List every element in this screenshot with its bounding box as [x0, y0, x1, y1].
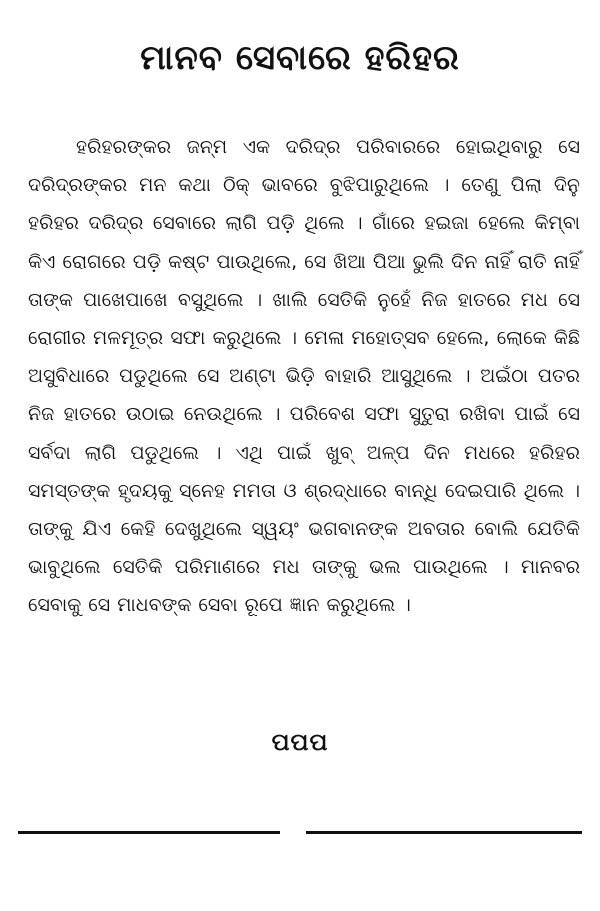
body-paragraph: ହରିହରଙ୍କର ଜନ୍ମ ଏକ ଦରିଦ୍ର ପରିବାରରେ ହୋଇଥିବାରୁ ସେ ଦରିଦ୍ରଙ୍କର ମନ କଥା ଠିକ୍ ଭାବରେ ବୁଝିପାରୁଥିଲେ । ତେଣୁ ପିଲା ଦିନୁ ହରିହର ଦରିଦ୍ର ସେବାରେ ଲାଗି ପଡ଼ି ଥିଲେ । ଗାଁରେ ହଇଜା ହେଲେ କିମ୍ବା କିଏ ରୋଗରେ ପଡ଼ି କଷ୍ଟ ପାଉଥିଲେ, ସେ ଖିଆ ପିଆ ଭୁଲି ଦିନ ନାହିଁ ରାତି ନାହିଁ ତାଙ୍କ ପାଖେପାଖେ ବସୁଥିଲେ । ଖାଲି ସେତିକି ନୁହେଁ ନିଜ ହାତରେ ମଧ ସେ ରୋଗୀର ମଳମୂତ୍ର ସଫା କରୁଥିଲେ । ମେଳା ମହୋତ୍ସବ ହେଲେ, ଲୋକେ କିଛି ଅସୁବିଧାରେ ପଡୁଥିଲେ ସେ ଅଣ୍ଟା ଭିଡ଼ି ବାହାରି ଆସୁଥିଲେ । ଅଇଁଠା ପତର ନିଜ ହାତରେ ଉଠାଇ ନେଉଥିଲେ । ପରିବେଶ ସଫା ସୁତୁରା ରଖିବା ପାଇଁ ସେ ସର୍ବଦା ଲାଗି ପଡୁଥିଲେ । ଏଥି ପାଇଁ ଖୁବ୍ ଅଳ୍ପ ଦିନ ମଧରେ ହରିହର ସମସ୍ତଙ୍କ ହୃଦୟକୁ ସ୍ନେହ ମମତା ଓ ଶ୍ରଦ୍ଧାରେ ବାନ୍ଧି ଦେଇପାରି ଥିଲେ । ତାଙ୍କୁ ଯିଏ କେହି ଦେଖୁଥିଲେ ସ୍ୱୟଂ ଭଗବାନଙ୍କ ଅବତାର ବୋଲି ଯେତିକି ଭାବୁଥିଲେ ସେତିକି ପରିମାଣରେ ମଧ ତାଙ୍କୁ ଭଲ ପାଉଥିଲେ । ମାନବର ସେବାକୁ ସେ ମାଧବଙ୍କ ସେବା ରୂପେ ଜ୍ଞାନ କରୁଥିଲେ ।: [28, 136, 580, 617]
page-title: ମାନବ ସେବାରେ ହରିହର: [140, 38, 460, 78]
footer-rule-left: [18, 831, 280, 834]
end-ornament: ପପପ: [271, 728, 329, 756]
footer-rule-right: [306, 831, 582, 834]
